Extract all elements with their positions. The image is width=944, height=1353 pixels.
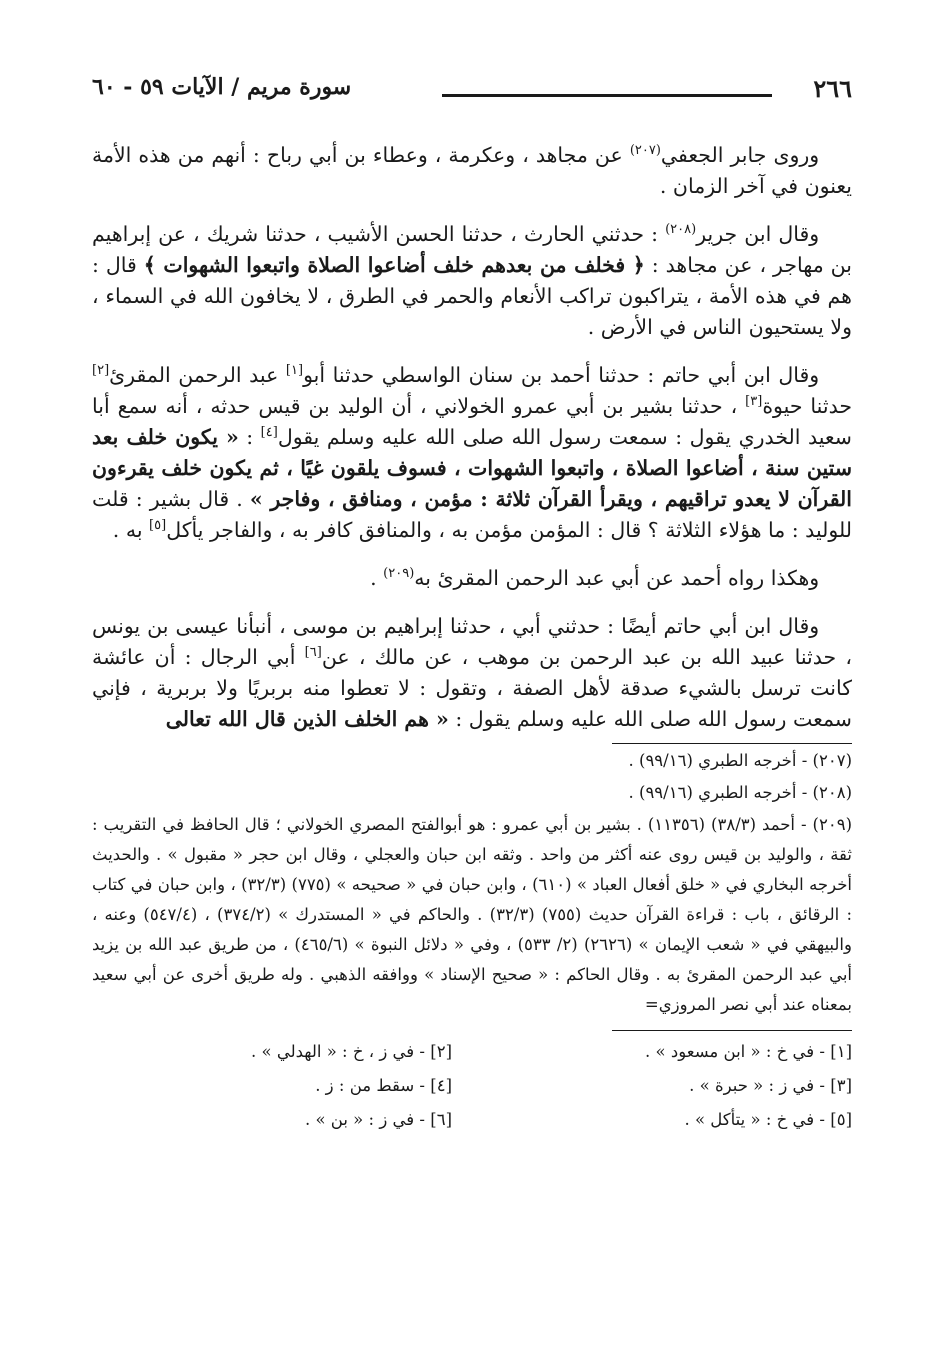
variants-rule (612, 1030, 852, 1031)
manuscript-variants (92, 1037, 852, 1135)
paragraph (92, 140, 852, 202)
paragraph (92, 219, 852, 343)
hadith-quote: « هم الخلف الذين قال الله تعالى (165, 707, 449, 731)
text-run: وقال ابن جرير (696, 222, 820, 246)
variant-note: [٤] - سقط من : ز . (315, 1076, 452, 1095)
text-run: عبد الرحمن المقرئ (109, 363, 286, 387)
footnote: (٢٠٩) - أحمد (٣٨/٣) (١١٣٥٦) . بشير بن أبي عمرو : هو أبوالفتح المصري الخولاني ؛ قال الحافظ في التقريب : ثقة ، والوليد بن قيس روى عنه أكثر من واحد . وثقه ابن حبان والعجلي ، وقال ابن حجر « مقبول » . والحديث أخرجه البخاري في « خلق أفعال العباد » (٦١٠) ، وابن حبان في « صحيحه » (٧٧٥) (٣٢/٣) ، وابن حبان في كتاب : الرقائق ، باب : قراءة القرآن حديث (٧٥٥) (٣٢/٣) . والحاكم في « المستدرك » (٣٧٤/٢) ، (٥٤٧/٤) وعنه ، والبيهقي في « شعب الإيمان » (٢٦٢٦) (٢/ ٥٣٣) ، وفي « دلائل النبوة » (٤٦٥/٦) ، من طريق عبد الله بن يزيد أبي عبد الرحمن المقرئ به . وقال الحاكم : « صحيح الإسناد » ووافقه الذهبي . وله طريق أخرى عن أبي سعيد بمعناه عند أبي نصر المروزي= (92, 815, 853, 1014)
text-run: . قال بشير : قلت للوليد : ما هؤلاء الثلاثة ؟ قال : المؤمن مؤمن به ، والمنافق كافر به ، والفاجر يأكل (92, 487, 852, 542)
quran-quote: ﴿ فخلف من بعدهم خلف أضاعوا الصلاة واتبعوا الشهوات ﴾ (143, 253, 645, 277)
text-run: . (370, 566, 384, 590)
variant-note: [٦] - في ز : « بن » . (304, 1110, 452, 1129)
hadith-quote: « يكون خلف بعد ستين سنة ، أضاعوا الصلاة ، واتبعوا الشهوات ، فسوف يلقون غيًا ، ثم يكون خلف يقرءون القرآن لا يعدو تراقيهم ، ويقرأ القرآن ثلاثة : مؤمن ، ومنافق ، وفاجر » (92, 425, 853, 511)
footnote-ref: [٢] (92, 363, 110, 379)
page-number: ٢٦٦ (813, 74, 852, 103)
footnote-ref: (٢٠٩) (383, 566, 415, 582)
main-text (92, 140, 852, 735)
text-run: أبي الرجال : أن عائشة كانت ترسل بالشيء صدقة لأهل الصفة ، وتقول : لا تعطوا منه بربريًا ولا بربرية ، فإني سمعت رسول الله صلى الله عليه وسلم يقول : (92, 645, 852, 731)
footnote-ref: (٢٠٧) (629, 143, 661, 159)
paragraph (92, 611, 852, 735)
text-run: عن مجاهد ، وعكرمة ، وعطاء بن أبي رباح : أنهم من هذه الأمة يعنون في آخر الزمان . (92, 143, 852, 198)
variant-note: [١] - في خ : « ابن مسعود » . (645, 1042, 852, 1061)
header-rule (442, 94, 772, 97)
running-title: سورة مريم / الآيات ٥٩ - ٦٠ (92, 74, 352, 100)
footnote-ref: [٤] (260, 425, 278, 441)
text-run: : (238, 425, 261, 449)
paragraph (92, 360, 852, 546)
text-run: : حدثني الحارث ، حدثنا الحسن الأشيب ، حدثنا شريك ، عن إبراهيم بن مهاجر ، عن مجاهد : (92, 222, 852, 277)
footnote-ref: [٦] (304, 645, 322, 661)
paragraph (92, 563, 852, 594)
page-header (92, 70, 852, 110)
footnotes (92, 744, 852, 1020)
text-run: وقال ابن أبي حاتم أيضًا : حدثني أبي ، حدثنا إبراهيم بن موسى ، أنبأنا عيسى بن يونس ، حدثنا عبيد الله بن عبد الرحمن بن موهب ، عن مالك ، عن (92, 614, 852, 669)
variant-note: [٥] - في خ : « يتأكل » . (684, 1110, 852, 1129)
text-run: وروى جابر الجعفي (660, 143, 820, 167)
footnote-ref: [٥] (149, 518, 167, 534)
footnote: (٢٠٨) - أخرجه الطبري (٩٩/١٦) . (628, 783, 852, 802)
footnote-ref: (٢٠٨) (665, 222, 697, 238)
text-run: به . (112, 518, 150, 542)
variant-note: [٣] - في ز : « حبرة » . (689, 1076, 852, 1095)
text-run: حدثنا حيوة (762, 394, 853, 418)
variant-note: [٢] - في ز ، خ : « الهدلي » . (250, 1042, 452, 1061)
text-run: قال : هم في هذه الأمة ، يتراكبون تراكب الأنعام والحمر في الطرق ، لا يخافون الله في السماء ، ولا يستحيون الناس في الأرض . (92, 253, 852, 339)
text-run: ، حدثنا بشير بن أبي عمرو الخولاني ، أن الوليد بن قيس حدثه ، أنه سمع أبا سعيد الخدري يقول : سمعت رسول الله صلى الله عليه وسلم يقول (92, 394, 852, 449)
footnote-ref: [٣] (745, 394, 763, 410)
text-run: وقال ابن أبي حاتم : حدثنا أحمد بن سنان الواسطي حدثنا أبو (303, 363, 820, 387)
footnote: (٢٠٧) - أخرجه الطبري (٩٩/١٦) . (628, 751, 852, 770)
book-page (92, 70, 852, 1135)
footnote-ref: [١] (285, 363, 304, 379)
text-run: وهكذا رواه أحمد عن أبي عبد الرحمن المقرئ به (414, 566, 820, 590)
